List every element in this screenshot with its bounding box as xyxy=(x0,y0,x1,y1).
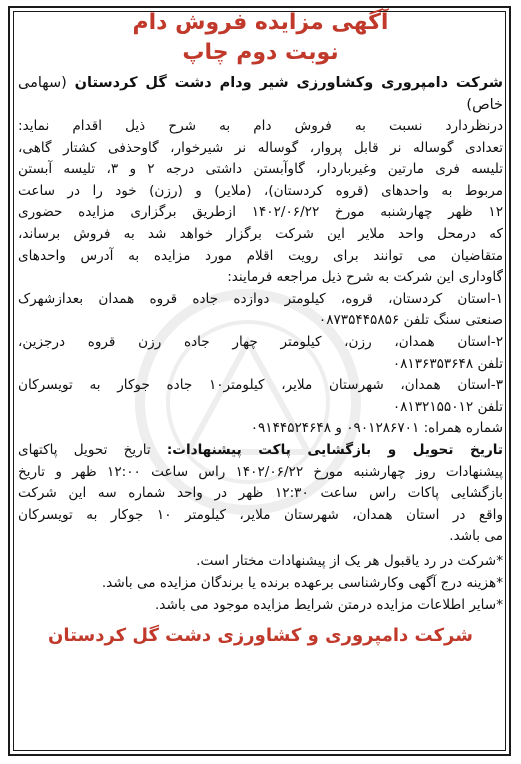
company-type: (سهامی خاص) xyxy=(18,75,503,113)
address-line: صنعتی سنگ تلفن ۰۸۷۳۵۴۴۵۸۵۶ xyxy=(318,312,503,329)
notice-subtitle: نوبت دوم چاپ xyxy=(182,40,339,65)
body-line: تلیسه فری مارتین وغیرباردار، گاوآبستن داشتی درجه ۲ و ۳، تلیسه آبستن xyxy=(18,161,503,178)
address-line: ۳-استان همدان، شهرستان ملایر، کیلومتر۱۰ جاده جوکار به تویسرکان xyxy=(18,377,503,394)
delivery-line: می باشد. xyxy=(449,528,503,545)
address-line: ۱-استان کردستان، قروه، کیلومتر دوازده جاده قروه همدان بعدازشهرک xyxy=(18,290,503,307)
delivery-heading: تاریخ تحویل و بازگشایی پاکت پیشنهادات: xyxy=(166,441,503,458)
note-item: *سایر اطلاعات مزایده درمتن شرایط مزایده موجود می باشد. xyxy=(154,596,503,613)
company-name: شرکت دامپروری وکشاورزی شیر ودام دشت گل کردستان xyxy=(74,75,503,91)
address-list xyxy=(18,289,503,440)
auction-notice xyxy=(18,8,503,650)
address-line: تلفن ۰۸۱۳۲۱۵۵۰۱۲ xyxy=(392,398,503,415)
address-line: ۲-استان همدان، رزن، کیلومتر چهار جاده رزن قروه درجزین، xyxy=(18,333,503,350)
body-paragraph xyxy=(18,116,503,289)
delivery-line: واقع در استان همدان، شهرستان ملایر، کیلومتر ۱۰ جوکار به تویسرکان xyxy=(18,506,504,523)
mobile-numbers: شماره همراه: ۰۹۰۱۲۸۶۷۰۱ و ۰۹۱۴۴۵۲۴۶۴۸ xyxy=(250,420,503,437)
delivery-section xyxy=(18,440,503,548)
delivery-line: پیشنهادات روز چهارشنبه مورخ ۱۴۰۲/۰۶/۲۲ راس ساعت ۱۲:۰۰ ظهر و تاریخ xyxy=(18,463,503,480)
body-line: مربوط به واحدهای (قروه کردستان)، (ملایر) و (رزن) خود را در ساعت xyxy=(18,182,503,199)
notice-title: آگهی مزایده فروش دام xyxy=(132,10,389,35)
body-line: درنظردارد نسبت به فروش دام به شرح ذیل اقدام نماید: xyxy=(18,118,503,134)
notes-list xyxy=(18,550,503,616)
body-line: ۱۲ ظهر چهارشنبه مورخ ۱۴۰۲/۰۶/۲۲ ازطریق برگزاری مزایده حضوری xyxy=(18,204,503,221)
delivery-text: تاریخ تحویل پاکتهای xyxy=(18,441,151,458)
footer-company: شرکت دامپروری و کشاورزی دشت گل کردستان xyxy=(48,624,473,646)
body-line: تعدادی گوساله نر قابل پروار، گوساله نر شیرخوار، گاوحذفی کشتار گاهی، xyxy=(18,139,503,156)
body-line: متقاضیان می توانند برای رویت اقلام مورد مزایده به آدرس واحدهای xyxy=(18,247,503,264)
delivery-line: بازگشایی پاکات راس ساعت ۱۲:۳۰ ظهر در واحد شماره سه این شرکت xyxy=(18,485,503,502)
address-line: تلفن ۰۸۱۳۶۳۵۳۶۴۸ xyxy=(392,355,503,372)
body-line: گاوداری این شرکت به شرح ذیل مراجعه فرمایند: xyxy=(227,269,503,286)
body-line: که درمحل واحد ملایر این شرکت برگزار خواهد شد به فروش برساند، xyxy=(18,225,503,242)
company-line xyxy=(18,72,503,116)
note-item: *شرکت در رد یاقبول هر یک از پیشنهادات مختار است. xyxy=(196,552,503,569)
note-item: *هزینه درج آگهی وکارشناسی برعهده برنده یا برندگان مزایده می باشد. xyxy=(101,574,503,591)
delivery-line xyxy=(18,440,503,462)
